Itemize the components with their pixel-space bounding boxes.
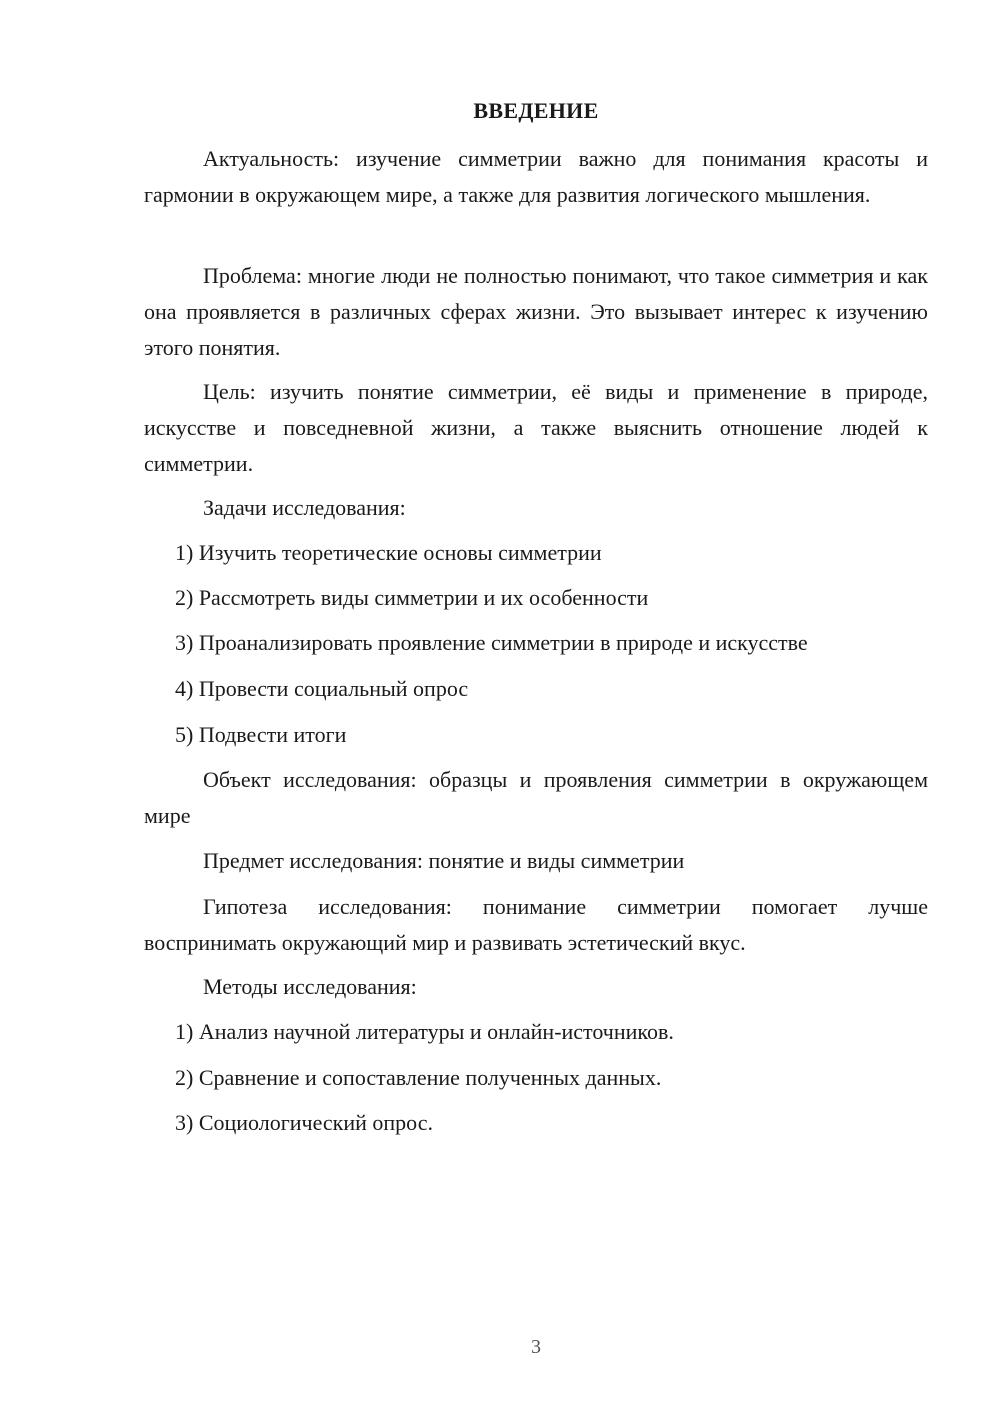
- methods-title: Методы исследования:: [203, 974, 417, 999]
- task-item: 5) Подвести итоги: [175, 722, 347, 747]
- subject-paragraph: Предмет исследования: понятие и виды симметрии: [203, 848, 685, 873]
- page-number: 3: [531, 1336, 541, 1358]
- method-item: 3) Социологический опрос.: [175, 1110, 433, 1135]
- method-item: 2) Сравнение и сопоставление полученных данных.: [175, 1065, 662, 1090]
- hypothesis-paragraph: Гипотеза исследования: понимание симметрии помогает лучше воспринимать окружающий мир и развивать эстетический вкус.: [144, 894, 928, 955]
- task-item: 4) Провести социальный опрос: [175, 676, 469, 701]
- task-item: 3) Проанализировать проявление симметрии в природе и искусстве: [175, 630, 808, 655]
- object-paragraph: Объект исследования: образцы и проявления симметрии в окружающем мире: [144, 767, 928, 828]
- goal-paragraph: Цель: изучить понятие симметрии, её виды и применение в природе, искусстве и повседневной жизни, а также выяснить отношение людей к симметрии.: [144, 379, 928, 476]
- task-item: 2) Рассмотреть виды симметрии и их особенности: [175, 585, 649, 610]
- problem-paragraph: Проблема: многие люди не полностью понимают, что такое симметрия и как она проявляется в различных сферах жизни. Это вызывает интерес к изучению этого понятия.: [144, 263, 928, 360]
- tasks-title: Задачи исследования:: [203, 495, 406, 520]
- section-heading: ВВЕДЕНИЕ: [473, 98, 599, 123]
- method-item: 1) Анализ научной литературы и онлайн-источников.: [175, 1019, 674, 1044]
- task-item: 1) Изучить теоретические основы симметрии: [175, 540, 602, 565]
- relevance-paragraph: Актуальность: изучение симметрии важно для понимания красоты и гармонии в окружающем мире, а также для развития логического мышления.: [144, 146, 928, 207]
